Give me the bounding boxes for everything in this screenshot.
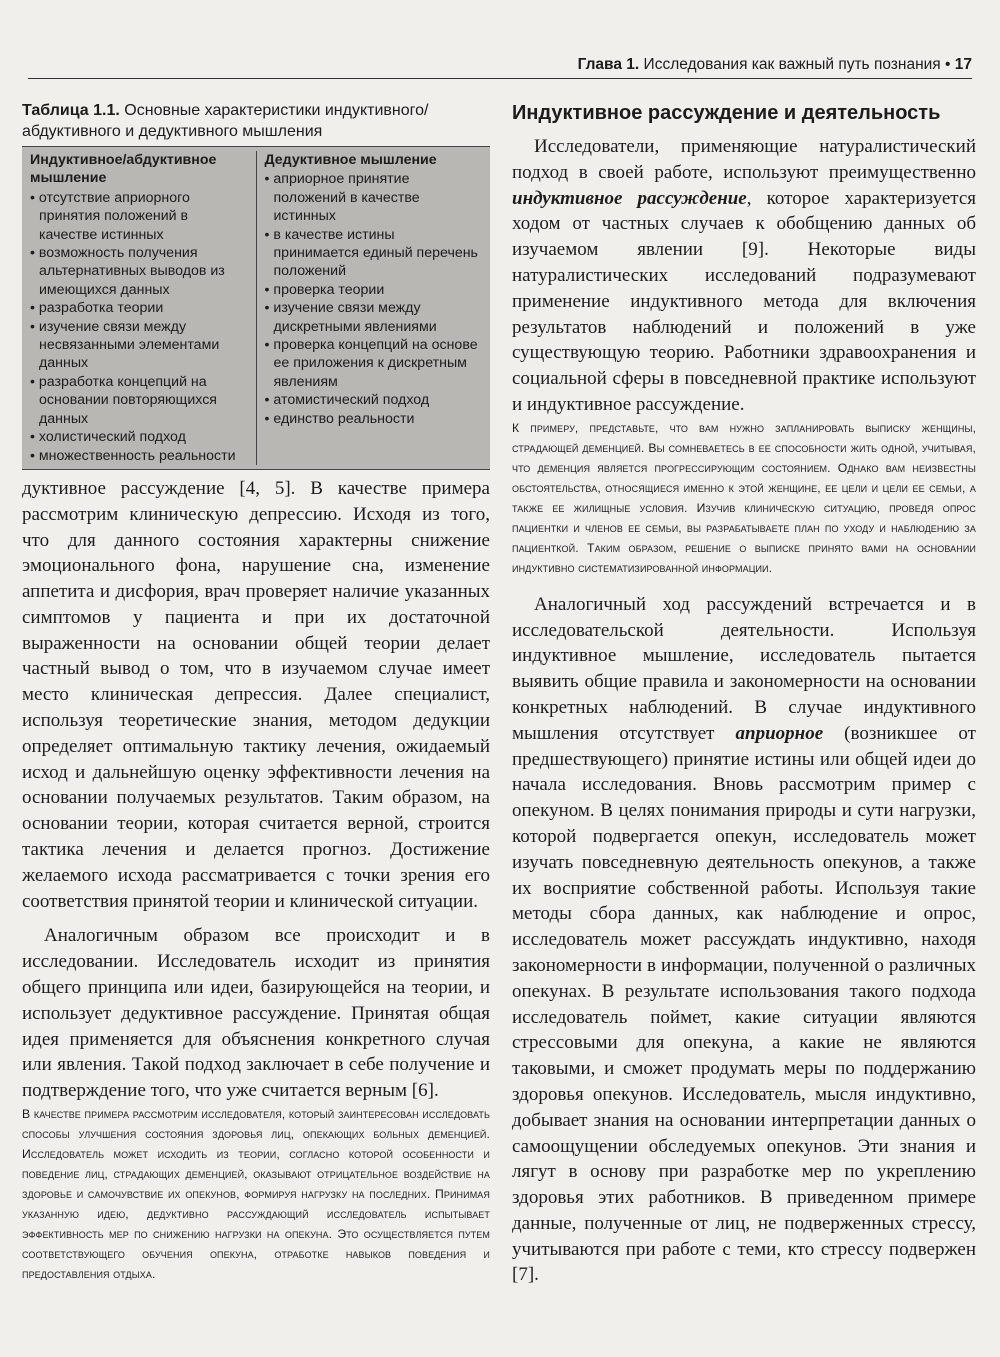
paragraph-deduction-research: Аналогичным образом все происходит и в исследовании. Исследователь исходит из принятия общего принципа или идеи, базирующейся на теории, и использует дедуктивное рассуждение. Принятая общая идея применяется для объяснения конкретного случая или явления. Такой подход заключает в себе получение и подтверждение того, что уже считается верным [6]. [22,925,490,1102]
chapter-label: Глава 1. [577,56,640,73]
term-a-priori: априорное [735,722,824,744]
example-block-caregiver: В качестве примера рассмотрим исследователя, который заинтересован исследовать способы улучшения состояния здоровья лиц, опекающих больных деменцией. Исследователь может исходить из теории, согласно которой особенности и поведение лиц, страдающих деменцией, оказывают отрицательное воздействие на здоровье и самочувствие их опекунов, формируя нагрузку на последних. Принимая указанную идею, дедуктивно рассуждающий исследователь испытывает эффективность мер по снижению нагрузки на опекуна. Это осуществляется путем соответствующего обучения опекуна, отработке навыков поведения и предоставления отдыха. [22,1107,490,1282]
table-list-item: • разработка теории [39,299,248,317]
table-column-deductive [256,151,491,465]
term-inductive-reasoning: индуктивное рассуждение [512,187,747,209]
text-run: (возникшее от предшествующего) принятие истины или общей идеи до начала исследования. Вновь рассмотрим пример с опекуном. В целях понимания природы и сути нагрузки, которой подвергается опекун, исследователь может изучать повседневную деятельность опекунов, а также их восприятие собственной работы. Используя такие методы сбора данных, как наблюдение и опрос, исследователь может рассуждать индуктивно, находя закономерности в информации, полученной о различных опекунах. В результате использования такого подхода исследователь поймет, какие ситуации являются стрессовыми для опекуна, а какие не являются таковыми, и сможет продумать меры по поддержанию здоровья опекунов. Исследователь, мысля индуктивно, добывает знания на основании интерпретации данных о самоощущении обследуемых опекунов. Эти знания и лягут в основу при разработке мер по укреплению здоровья этих работников. В приведенном примере данные, полученные от лиц, не подверженных стрессу, учитываются при работе с теми, кто стрессу подвержен [7]. [512,722,976,1286]
table-caption-text: Основные характеристики индуктивного/абдуктивного и дедуктивного мышления [22,102,429,140]
text-run: , которое характеризуется ходом от частных случаев к обобщению данных об изучаемом явлении [9]. Некоторые виды натуралистических исследований подразумевают применение индуктивного метода для включения результатов наблюдений и положений в уже существующую теорию. Работники здравоохранения и социальной сферы в повседневной практике используют и индуктивное рассуждение. [512,187,976,415]
paragraph-deduction-example: дуктивное рассуждение [4, 5]. В качестве примера рассмотрим клиническую депрессию. Исходя из того, что для данного состояния характерны снижение эмоционального фона, нарушение сна, изменение аппетита и дисфория, врач проверяет наличие указанных симптомов у пациента и при их достаточной выраженности на основании общей теории делает частный вывод о том, что в изучаемом случае имеет место клиническая депрессия. Далее специалист, используя теоретические знания, методом дедукции определяет оптимальную тактику лечения, ожидаемый исход и дальнейшую оценку эффективности лечения на основании получаемых результатов. Таким образом, на основании теории, которая считается верной, строится тактика лечения и делается прогноз. Достижение желаемого исхода рассматривается с точки зрения его соответствия принятой теории и клинической ситуации. [22,477,490,912]
table-list-item: • изучение связи между дискретными явлениями [274,299,483,336]
table-list-item: • множественность реальности [39,447,248,465]
running-header [28,56,972,79]
table-list-item: • в качестве истины принимается единый перечень положений [274,226,483,281]
text-run: Аналогичный ход рассуждений встречается и в исследовательской деятельности. Используя индуктивное мышление, исследователь пытается выявить общие правила и закономерности на основании конкретных наблюдений. В случае индуктивного мышления отсутствует [512,593,976,744]
chapter-title: Исследования как важный путь познания [643,56,941,73]
table-list-item: • проверка теории [274,281,483,299]
text-run: Исследователи, применяющие натуралистический подход в своей работе, используют преимущественно [512,136,976,183]
left-column [22,100,490,1284]
table-column-inductive [22,151,256,465]
example-block-discharge: К примеру, представьте, что вам нужно запланировать выписку женщины, страдающей деменцией. Вы сомневаетесь в ее способности жить одной, учитывая, что деменция является прогрессирующим состоянием. Однако вам неизвестны обстоятельства, относящиеся именно к этой женщине, ее цели и цели ее семьи, а также ее жилищные условия. Изучив клиническую ситуацию, проведя опрос пациентки и членов ее семьи, вы разрабатываете план по уходу и наблюдению за пациенткой. Таким образом, решение о выписке принято вами на основании индуктивно систематизированной информации. [512,420,976,575]
table-column-heading: Дедуктивное мышление [264,152,437,168]
table-column-heading: Индуктивное/абдуктивное мышление [30,152,217,187]
page-number: 17 [954,56,972,73]
table-caption [22,100,490,142]
table-list-item: • априорное принятие положений в качестве истинных [274,170,483,225]
table-list-item: • возможность получения альтернативных выводов из имеющихся данных [39,244,248,299]
table-list-item: • единство реальности [274,410,483,428]
table-list-item: • атомистический подход [274,391,483,409]
table-list-item: • холистический подход [39,428,248,446]
table-caption-label: Таблица 1.1. [22,102,120,119]
table-list-item: • отсутствие априорного принятия положений в качестве истинных [39,189,248,244]
paragraph-inductive-intro [512,134,976,418]
header-separator: • [945,56,951,73]
table-list-item: • разработка концепций на основании повторяющихся данных [39,373,248,428]
comparison-table [22,146,490,470]
section-title: Индуктивное рассуждение и деятельность [512,102,941,124]
paragraph-inductive-research [512,592,976,1289]
table-list-item: • проверка концепций на основе ее приложения к дискретным явлениям [274,336,483,391]
right-column [512,100,976,1288]
table-list-item: • изучение связи между несвязанными элементами данных [39,318,248,373]
